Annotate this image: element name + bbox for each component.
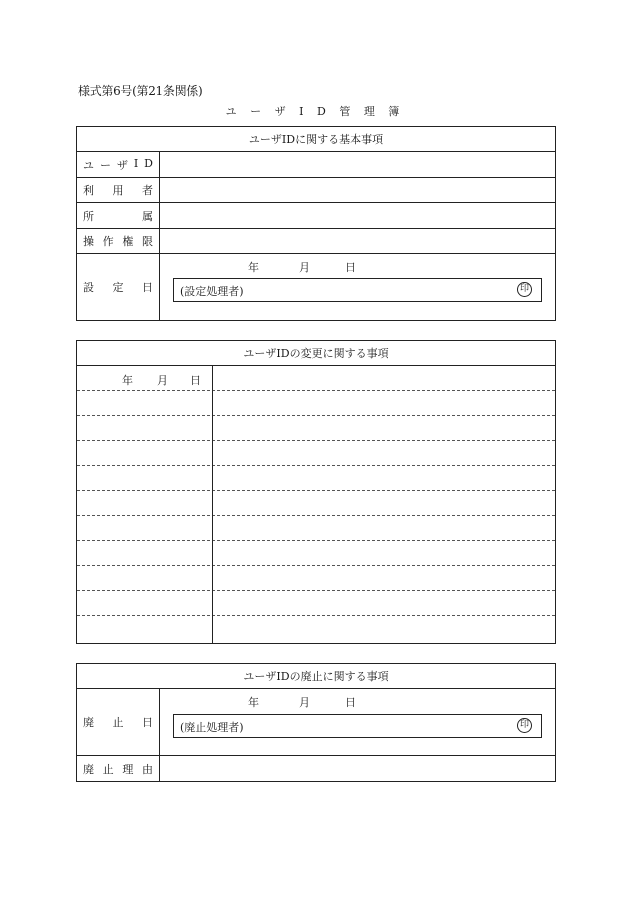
seal-icon: 印 — [517, 282, 532, 297]
setup-date-row — [77, 254, 555, 320]
document-title: ユ ー ザ I D 管 理 簿 — [225, 105, 405, 118]
change-row — [77, 541, 555, 566]
setup-date-cell — [160, 254, 555, 320]
setup-date-label: 設 定 日 — [77, 254, 160, 320]
abolish-date-cell — [160, 689, 555, 755]
basic-info-heading: ユーザIDに関する基本事項 — [77, 127, 555, 152]
abolish-date-label: 廃 止 日 — [77, 689, 160, 755]
change-row — [77, 466, 555, 491]
affiliation-label: 所 属 — [77, 203, 160, 228]
user-label: 利 用 者 — [77, 178, 160, 202]
abolish-reason-row — [77, 756, 555, 781]
setup-date-line — [160, 259, 555, 273]
seal-icon: 印 — [517, 718, 532, 733]
setup-processor-label: (設定処理者) — [180, 285, 244, 298]
user-id-row — [77, 152, 555, 178]
affiliation-row — [77, 203, 555, 229]
abolish-section — [76, 663, 556, 782]
day-label: 日 — [190, 374, 201, 387]
change-date-header — [77, 366, 555, 391]
abolish-processor-box — [173, 714, 542, 738]
year-label: 年 — [248, 261, 259, 274]
month-label: 月 — [299, 696, 310, 709]
permission-row — [77, 229, 555, 254]
abolish-heading: ユーザIDの廃止に関する事項 — [77, 664, 555, 689]
permission-label: 操 作 権 限 — [77, 229, 160, 253]
change-row — [77, 566, 555, 591]
change-row — [77, 591, 555, 616]
change-row — [77, 616, 555, 643]
day-label: 日 — [345, 261, 356, 274]
month-label: 月 — [299, 261, 310, 274]
change-row — [77, 441, 555, 466]
change-row — [77, 516, 555, 541]
user-row — [77, 178, 555, 203]
change-row — [77, 416, 555, 441]
abolish-date-row — [77, 689, 555, 756]
year-label: 年 — [248, 696, 259, 709]
abolish-date-line — [160, 694, 555, 708]
form-number-label: 様式第6号(第21条関係) — [78, 84, 203, 98]
month-label: 月 — [157, 374, 168, 387]
change-row — [77, 491, 555, 516]
column-divider — [212, 366, 213, 643]
abolish-processor-label: (廃止処理者) — [180, 721, 244, 734]
abolish-reason-label: 廃 止 理 由 — [77, 756, 160, 781]
user-id-label: ユ ー ザ I D — [77, 152, 160, 177]
change-history-section — [76, 340, 556, 644]
day-label: 日 — [345, 696, 356, 709]
setup-processor-box — [173, 278, 542, 302]
change-history-heading: ユーザIDの変更に関する事項 — [77, 341, 555, 366]
year-label: 年 — [122, 374, 133, 387]
basic-info-section — [76, 126, 556, 321]
change-row — [77, 391, 555, 416]
